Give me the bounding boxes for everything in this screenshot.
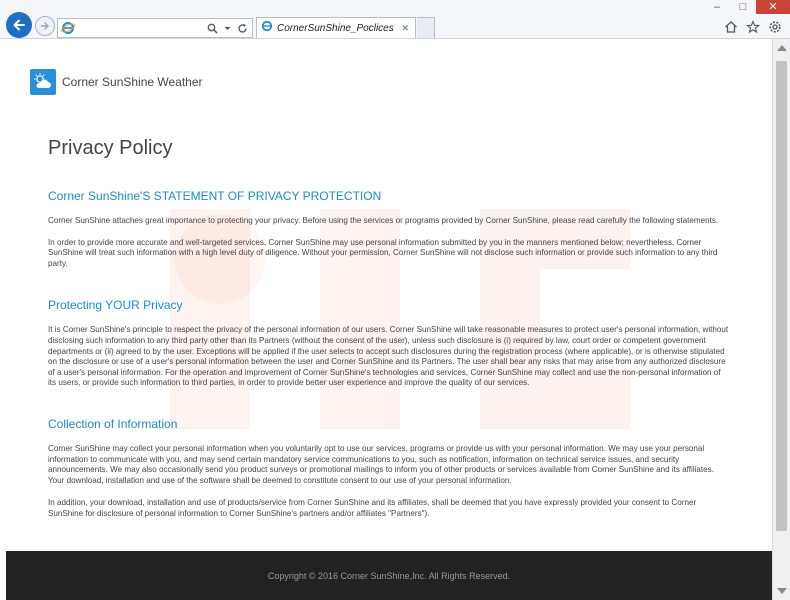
browser-tools — [724, 20, 782, 34]
site-name: Corner SunShine Weather — [62, 75, 203, 89]
ie-logo-icon — [61, 21, 75, 40]
section-paragraph: Corner SunShine attaches great importance to protecting your privacy. Before using the services or programs provided by Corner SunShine, please read carefully the following statements. — [48, 216, 719, 225]
close-window-button[interactable]: ✕ — [756, 0, 790, 14]
scrollbar-thumb[interactable] — [776, 61, 787, 531]
copyright-text: Copyright © 2016 Corner SunShine,Inc. All Rights Reserved. — [267, 570, 511, 581]
window-controls — [704, 0, 790, 14]
page-viewport — [0, 39, 772, 600]
section-heading-protecting: Protecting YOUR Privacy — [48, 298, 183, 313]
arrow-right-icon — [40, 21, 50, 31]
search-icon[interactable] — [207, 23, 218, 34]
section-heading-collection: Collection of Information — [48, 416, 178, 431]
scroll-up-arrow-icon[interactable] — [777, 45, 787, 51]
policy-content — [48, 137, 730, 520]
ie-tab-icon — [261, 19, 273, 37]
gear-icon[interactable] — [768, 20, 782, 34]
new-tab-button[interactable] — [417, 17, 435, 38]
arrow-left-icon — [12, 18, 26, 32]
minimize-button[interactable]: – — [713, 1, 721, 13]
home-icon[interactable] — [724, 20, 738, 34]
tab-title: CornerSunShine_Poclices — [277, 22, 394, 34]
vertical-scrollbar[interactable] — [772, 39, 790, 600]
browser-chrome — [0, 0, 790, 39]
tab-close-icon[interactable]: ✕ — [401, 22, 409, 33]
address-bar[interactable] — [57, 18, 253, 38]
forward-button[interactable] — [35, 16, 55, 36]
section-heading-statement: Corner SunShine'S STATEMENT OF PRIVACY PROTECTION — [48, 189, 382, 203]
page-footer — [6, 551, 772, 600]
tab-corner-sunshine[interactable] — [256, 17, 416, 38]
section-paragraph: It is Corner SunShine's principle to respect the privacy of the personal information of our users. Corner SunShine will take reasonable measures to protect user's personal information, without disclosing such information to any third party other than its Partners (without the consent of the user), unless such disclosure is (i) required by law, court order or competent government departments or (ii) agreed to by the user. Exceptions will be applied if the user selects to accept such disclosures during the registration process (where applicable), or is otherwise stipulated on the disclosure or use of a user's personal information between the user and Corner SunShine and its Partners. The user shall bear any risks that may arise from any authorized disclosure of a user's personal information. For the operation and improvement of Corner SunShine's technologies and services, Corner SunShine may collect and use the non-personal information of its users, or provide such information to third parties, in order to provide better user experience and improve the quality of our services. — [48, 325, 729, 388]
back-button[interactable] — [6, 12, 32, 38]
scroll-down-arrow-icon[interactable] — [777, 588, 787, 594]
chevron-down-icon[interactable] — [224, 25, 231, 32]
site-logo[interactable] — [30, 69, 203, 95]
section-paragraph: Corner SunShine may collect your personal information when you voluntarily opt to use our services, programs or provide us with your personal information. We may use your personal information to communicate with you, and may send certain mandatory service communications to you, such as notification, information on technical service issues, and security announcements. We may also occasionally send you product surveys or promotional mailings to inform you of other products or services available from Corner SunShine and its affiliates. Your download, installation and use of the software shall be deemed to constitute consent to our use of your personal information. — [48, 443, 714, 485]
page-title: Privacy Policy — [48, 137, 173, 159]
refresh-icon[interactable] — [237, 23, 248, 34]
cloud-sun-icon — [30, 69, 56, 95]
star-icon[interactable] — [746, 20, 760, 34]
maximize-button[interactable]: □ — [739, 1, 747, 13]
section-paragraph: In order to provide more accurate and well-targeted services, Corner SunShine may use personal information submitted by you in the manners mentioned below; nevertheless, Corner SunShine will treat such information with a high level duty of diligence. Without your permission, Corner SunShine will not disclose such information or provide such information to any third party. — [48, 237, 718, 268]
section-paragraph: In addition, your download, installation and use of products/service from Corner SunShine and its affiliates, shall be deemed that you have expressly provided your consent to Corner SunShine for disclosure of personal information to Corner SunShine's partners and/or affiliates "Partners"). — [48, 498, 697, 518]
